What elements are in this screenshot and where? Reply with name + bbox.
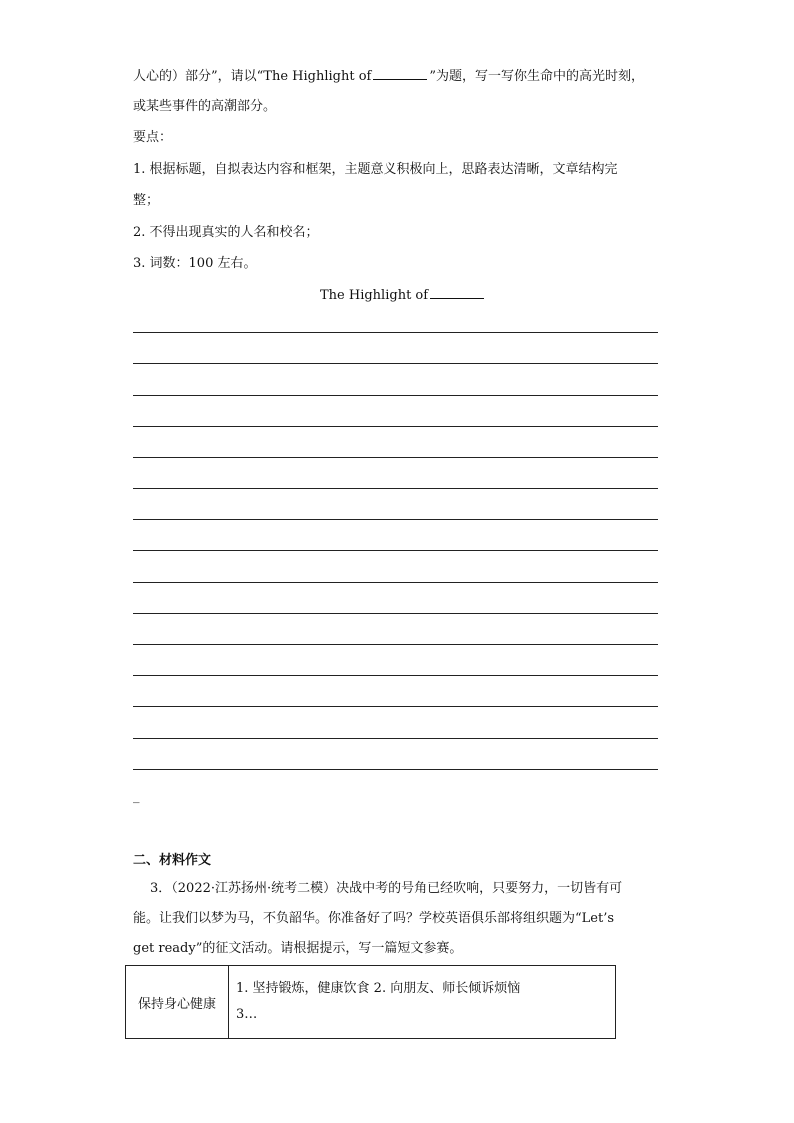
writing-line: [133, 769, 658, 770]
writing-line: [133, 582, 658, 583]
question-3-line-3: get ready”的征文活动。请根据提示，写一篇短文参赛。: [133, 941, 463, 956]
writing-line: [133, 426, 658, 427]
intro-line-1: [133, 67, 644, 86]
tips-content-cell: [229, 966, 616, 1039]
intro-text-before-blank: 人心的）部分”，请以“The Highlight of: [133, 69, 372, 84]
writing-line: [133, 395, 658, 396]
writing-line: [133, 363, 658, 364]
table-row: [126, 966, 616, 1039]
question-3-line-2: 能。让我们以梦为马，不负韶华。你准备好了吗？学校英语俱乐部将组织题为“Let’s: [133, 911, 615, 926]
writing-line: [133, 457, 658, 458]
trailing-mark: _: [133, 789, 140, 804]
requirement-3: 3. 词数：100 左右。: [133, 256, 257, 271]
requirement-1-line-1: 1. 根据标题，自拟表达内容和框架，主题意义积极向上，思路表达清晰，文章结构完: [133, 162, 618, 177]
writing-line: [133, 675, 658, 676]
essay-title: [320, 286, 486, 305]
writing-line: [133, 488, 658, 489]
writing-line: [133, 613, 658, 614]
question-3-line-1: 3．（2022·江苏扬州·统考二模）决战中考的号角已经吹响，只要努力，一切皆有可: [150, 881, 623, 896]
intro-line-2: 或某些事件的高潮部分。: [133, 99, 277, 114]
tips-table: [125, 965, 616, 1039]
tips-category-cell: 保持身心健康: [126, 966, 229, 1039]
writing-line: [133, 706, 658, 707]
writing-line: [133, 738, 658, 739]
section-heading: 二、材料作文: [133, 853, 212, 868]
writing-line: [133, 644, 658, 645]
requirement-2: 2. 不得出现真实的人名和校名；: [133, 225, 319, 240]
requirement-1-line-2: 整；: [133, 193, 160, 208]
essay-title-text: The Highlight of: [320, 288, 429, 303]
writing-line: [133, 519, 658, 520]
tips-line-1: 1. 坚持锻炼，健康饮食 2. 向朋友、师长倾诉烦恼: [236, 981, 521, 996]
essay-title-blank: [430, 286, 484, 299]
intro-text-after-blank: ”为题，写一写你生命中的高光时刻，: [429, 69, 645, 84]
requirements-heading: 要点：: [133, 130, 173, 145]
tips-line-2: 3…: [236, 1007, 258, 1022]
writing-line: [133, 332, 658, 333]
title-blank: [373, 67, 427, 80]
writing-line: [133, 550, 658, 551]
